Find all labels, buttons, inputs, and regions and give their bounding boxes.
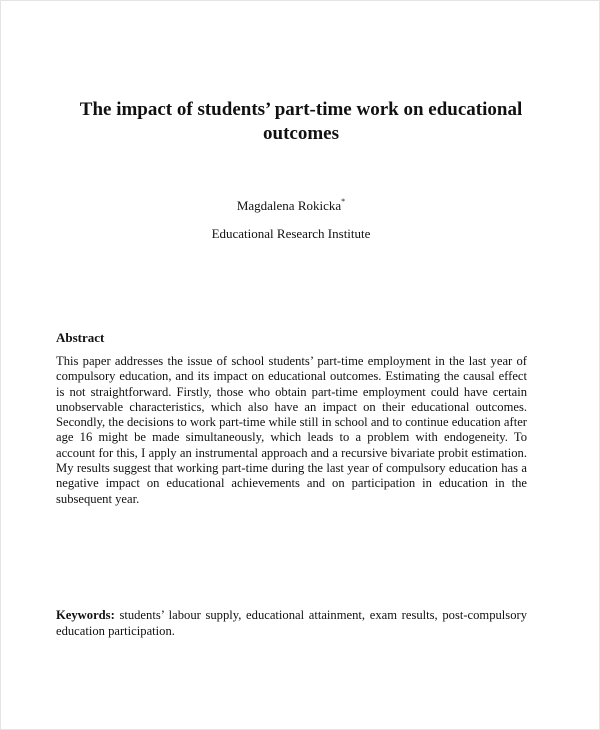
author-footnote-mark: * xyxy=(341,197,346,206)
author-line xyxy=(1,198,581,214)
keywords-label: Keywords: xyxy=(56,608,115,622)
keywords-paragraph xyxy=(56,608,527,639)
paper-title: The impact of students’ part-time work on educational outcomes xyxy=(79,99,523,144)
author-block xyxy=(1,198,581,242)
abstract-heading: Abstract xyxy=(56,330,105,345)
author-affiliation: Educational Research Institute xyxy=(211,226,371,241)
keywords-text: students’ labour supply, educational attainment, exam results, post-compulsory education participation. xyxy=(56,608,527,638)
author-name: Magdalena Rokicka xyxy=(236,198,342,213)
abstract-body: This paper addresses the issue of school students’ part-time employment in the last year of compulsory education, and its impact on educational outcomes. Estimating the causal effect is not straightforward. Firstly, those who obtain part-time employment could have certain unobservable characteristics, which also have an impact on their educational outcomes. Secondly, the decisions to work part-time while still in school and to continue education after age 16 might be made simultaneously, which leads to a problem with endogeneity. To account for this, I apply an instrumental approach and a recursive bivariate probit estimation. My results suggest that working part-time during the last year of compulsory education has a negative impact on educational achievements and on participation in education in the subsequent year. xyxy=(56,354,527,506)
